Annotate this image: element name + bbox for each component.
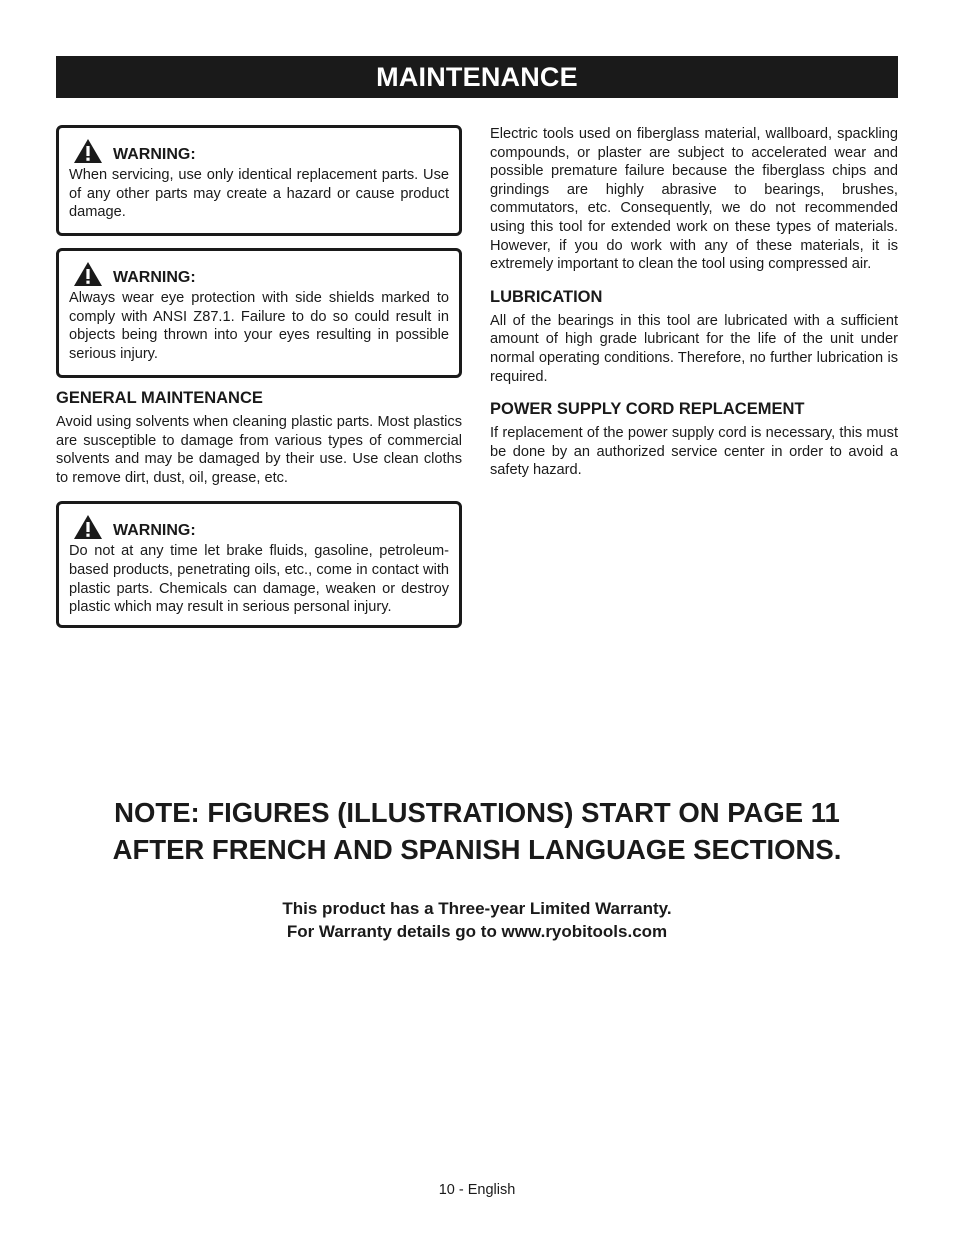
section-text: Avoid using solvents when cleaning plastic parts. Most plastics are susceptible to damage from various types of commercial solvents and may be damaged by their use. Use clean cloths to remove dirt, dust, oil, grease, etc. xyxy=(56,414,462,486)
warranty-notice xyxy=(0,898,954,943)
general-maintenance-section xyxy=(56,388,462,487)
warning-box-eye-protection xyxy=(56,248,462,378)
fiberglass-paragraph: Electric tools used on fiberglass material, wallboard, spackling compounds, or plaster are subject to accelerated wear and possible premature failure because the fiberglass chips and grindings are highly abrasive to bearings, brushes, commutators, etc. Consequently, we do not recommended using this tool for extended work on these types of materials. However, if you do work with any of these materials, it is extremely important to clean the tool using compressed air. xyxy=(490,126,898,273)
page-footer: 10 - English xyxy=(438,1182,516,1198)
warning-header xyxy=(67,259,451,289)
warning-box-chemicals xyxy=(56,501,462,628)
section-heading: GENERAL MAINTENANCE xyxy=(56,389,263,407)
warning-text: Do not at any time let brake fluids, gasoline, petroleum-based products, penetrating oils, etc., come in contact with plastic parts. Chemicals can damage, weaken or destroy plastic which may result in serious personal injury. xyxy=(69,543,449,616)
cord-replacement-section xyxy=(490,399,898,480)
warranty-line: This product has a Three-year Limited Warranty. xyxy=(282,899,672,918)
warning-box-replacement-parts xyxy=(56,125,462,236)
left-column xyxy=(56,125,462,628)
warning-triangle-icon xyxy=(73,138,103,164)
section-heading: LUBRICATION xyxy=(490,287,603,306)
section-text: If replacement of the power supply cord is necessary, this must be done by an authorized service center in order to avoid a safety hazard. xyxy=(490,425,898,479)
warning-text: Always wear eye protection with side shields marked to comply with ANSI Z87.1. Failure to do so could result in objects being thrown into your eyes resulting in possible serious injury. xyxy=(69,290,449,362)
lubrication-section xyxy=(490,287,898,386)
section-heading: POWER SUPPLY CORD REPLACEMENT xyxy=(490,400,805,419)
warning-triangle-icon xyxy=(73,514,103,540)
figures-note xyxy=(0,794,954,868)
note-line: AFTER FRENCH AND SPANISH LANGUAGE SECTIONS. xyxy=(112,834,842,865)
right-column xyxy=(490,125,898,480)
page-title: MAINTENANCE xyxy=(376,61,578,92)
warning-label: WARNING: xyxy=(113,146,196,163)
warning-header xyxy=(67,512,451,542)
note-line: NOTE: FIGURES (ILLUSTRATIONS) START ON PAGE 11 xyxy=(114,797,840,828)
warranty-line: For Warranty details go to www.ryobitools.com xyxy=(286,921,668,941)
warning-label: WARNING: xyxy=(113,269,196,286)
warning-triangle-icon xyxy=(73,261,103,287)
warning-label: WARNING: xyxy=(113,522,196,540)
section-text: All of the bearings in this tool are lubricated with a sufficient amount of high grade lubricant for the life of the unit under normal operating conditions. Therefore, no further lubrication is required. xyxy=(490,312,898,385)
warning-text: When servicing, use only identical replacement parts. Use of any other parts may create a hazard or cause product damage. xyxy=(69,167,449,221)
warning-header xyxy=(67,136,451,166)
page-title-banner xyxy=(56,56,898,98)
